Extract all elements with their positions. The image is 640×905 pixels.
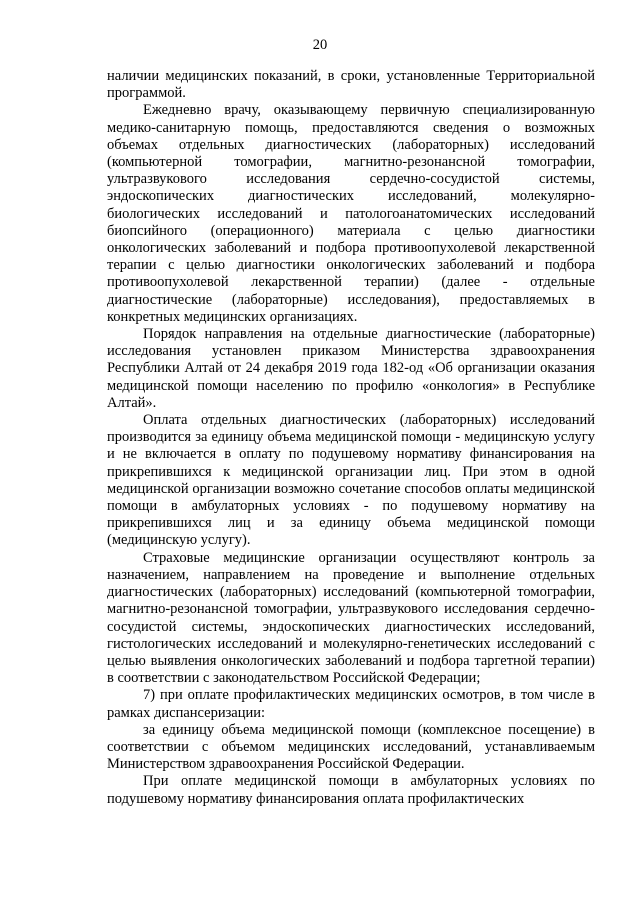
paragraph-continuation: наличии медицинских показаний, в сроки, установленные Территориальной программой.: [107, 68, 595, 102]
paragraph-referral-order: Порядок направления на отдельные диагностические (лабораторные) исследования установлен приказом Министерства здравоохранения Республики Алтай от 24 декабря 2019 года 182-од «Об организации оказания медицинской помощи населению по профилю «онкология» в Республике Алтай».: [107, 326, 595, 411]
paragraph-insurance-control: Страховые медицинские организации осуществляют контроль за назначением, направлением на проведение и выполнение отдельных диагностических (лабораторных) исследований (компьютерной томографии, магнитно-резонансной томографии, ультразвукового исследования сердечно-сосудистой системы, эндоскопических диагностических исследований, гистологических исследований и молекулярно-генетических исследований с целью выявления онкологических заболеваний и подбора таргетной терапии) в соответствии с законодательством Российской Федерации;: [107, 549, 595, 687]
paragraph-item-7: 7) при оплате профилактических медицинских осмотров, в том числе в рамках диспансеризации:: [107, 687, 595, 721]
document-body: [107, 68, 595, 808]
page-number: 20: [312, 37, 328, 53]
paragraph-per-capita: При оплате медицинской помощи в амбулаторных условиях по подушевому нормативу финансирования оплата профилактических: [107, 773, 595, 807]
paragraph-daily-info: Ежедневно врачу, оказывающему первичную специализированную медико-санитарную помощь, предоставляются сведения о возможных объемах отдельных диагностических (лабораторных) исследований (компьютерной томографии, магнитно-резонансной томографии, ультразвукового исследования сердечно-сосудистой системы, эндоскопических диагностических исследований, молекулярно-биологических исследований и патологоанатомических исследований биопсийного (операционного) материала с целью диагностики онкологических заболеваний и подбора противоопухолевой лекарственной терапии с целью диагностики онкологических заболеваний и подбора противоопухолевой лекарственной терапии) (далее - отдельные диагностические (лабораторные) исследования), предоставляемых в конкретных медицинских организациях.: [107, 102, 595, 325]
paragraph-payment: Оплата отдельных диагностических (лабораторных) исследований производится за единицу объема медицинской помощи - медицинскую услугу и не включается в оплату по подушевому нормативу финансирования на прикрепившихся к медицинской организации лиц. При этом в одной медицинской организации возможно сочетание способов оплаты медицинской помощи в амбулаторных условиях - по подушевому нормативу на прикрепившихся лиц и за единицу объема медицинской помощи (медицинскую услугу).: [107, 412, 595, 549]
paragraph-unit-of-volume: за единицу объема медицинской помощи (комплексное посещение) в соответствии с объемом медицинских исследований, устанавливаемым Министерством здравоохранения Российской Федерации.: [107, 721, 595, 773]
